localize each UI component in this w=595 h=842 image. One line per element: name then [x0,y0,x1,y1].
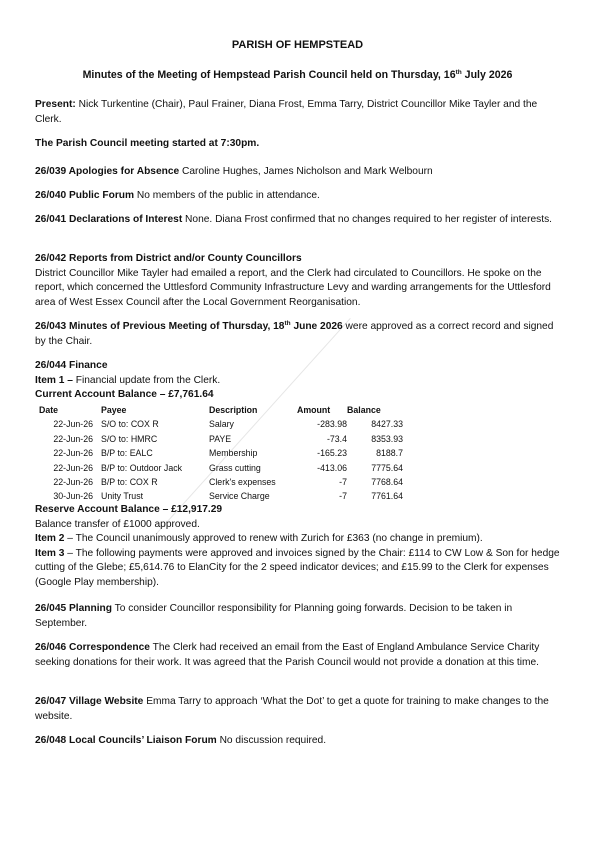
cell-balance: 7768.64 [371,477,403,488]
cell-payee: S/O to: COX R [101,419,159,430]
col-amount: Amount [297,405,331,415]
table-header-row [39,403,403,417]
item2-label: Item 2 [35,533,65,545]
present-text: Nick Turkentine (Chair), Paul Frainer, Diana Frost, Emma Tarry, District Councillor Mike Tayler and the Clerk. [35,99,538,125]
cell-date: 22-Jun-26 [53,419,93,430]
table-row [39,461,403,475]
document-subtitle [35,68,560,83]
interest-text: None. Diana Frost confirmed that no changes required to her register of interests. [182,214,552,225]
planning-text: To consider Councillor responsibility for Planning going forwards. Decision to be taken in September. [35,603,513,629]
reports-label: 26/042 Reports from District and/or County Councillors [35,253,302,264]
minutes-text: were approved as a correct record and signed by the Chair. [35,321,554,347]
finance-label: 26/044 Finance [35,360,108,371]
reports-text: District Councillor Mike Tayler had emailed a report, and the Clerk had circulated to Councillors. He spoke on the report, which concerned the Uttlesford Community Infrastructure Levy and warding arrangements for the Uttlesford area of West Essex Council after the Local Government Reorganisation. [35,267,551,308]
cell-balance: 7761.64 [371,491,403,502]
cell-amount: -7 [339,491,347,502]
interest-label: 26/041 Declarations of Interest [35,214,183,225]
present-section [35,98,560,127]
cell-balance: 8353.93 [371,433,403,444]
item2-text: – The Council unanimously approved to renew with Zurich for £363 (no change in premium). [64,533,483,545]
reports-section [35,252,560,310]
cell-amount: -165.23 [317,448,347,459]
table-row [39,417,403,431]
present-label: Present: [35,99,76,110]
forum-section [35,189,560,204]
forum-label: 26/040 Public Forum [35,190,135,201]
interest-section [35,213,560,228]
minutes-label [35,321,343,332]
cell-date: 30-Jun-26 [53,491,93,502]
apologies-label: 26/039 Apologies for Absence [35,166,180,177]
cell-amount: -413.06 [317,462,347,473]
planning-section [35,602,560,631]
cell-payee: S/O to: HMRC [101,433,158,444]
col-date: Date [39,405,59,415]
item3-text: – The following payments were approved and invoices signed by the Chair: £114 to CW Low & Son for hedge cutting of the Glebe; £5,614.76 to ElanCity for the 2 speed indicator devices; and £15.99 to the Clerk for expenses (Google Play membership). [35,547,560,588]
finance-section [35,359,560,403]
item1-text: Financial update from the Clerk. [72,374,221,386]
reserve-text: Balance transfer of £1000 approved. [35,518,200,530]
website-section [35,695,560,724]
apologies-section [35,165,560,180]
table-row [39,489,403,503]
transactions-table [39,403,403,504]
website-label: 26/047 Village Website [35,696,144,707]
item1-label: Item 1 – [35,374,73,386]
cell-payee: B/P to: Outdoor Jack [101,462,183,473]
reserve-account-balance: Reserve Account Balance – £12,917.29 [35,504,223,515]
col-payee: Payee [101,405,127,415]
minutes-section [35,320,560,349]
cell-date: 22-Jun-26 [53,477,93,488]
cell-description: Service Charge [209,491,270,502]
forum-text: No members of the public in attendance. [134,190,320,201]
cell-description: PAYE [209,433,232,444]
liaison-text: No discussion required. [216,735,327,746]
liaison-label: 26/048 Local Councils’ Liaison Forum [35,735,217,746]
cell-payee: B/P to: COX R [101,477,158,488]
subtitle-end: July 2026 [461,69,513,81]
cell-date: 22-Jun-26 [53,462,93,473]
minutes-label-sup: th [284,320,291,327]
cell-payee: Unity Trust [101,491,144,502]
item3-label: Item 3 [35,547,65,559]
cell-description: Membership [209,448,258,459]
minutes-label-text: 26/043 Minutes of Previous Meeting of Thursday, 18 [35,321,285,332]
correspondence-text: The Clerk had received an email from the East of England Ambulance Service Charity seeking donations for their work. It was agreed that the Parish Council would not provide a donation at this time. [35,642,540,668]
table-row [39,446,403,460]
cell-description: Grass cutting [209,462,261,473]
cell-balance: 7775.64 [371,462,403,473]
col-balance: Balance [347,405,381,415]
cell-date: 22-Jun-26 [53,433,93,444]
cell-amount: -73.4 [326,433,347,444]
liaison-section [35,734,560,749]
reserve-section [35,503,560,591]
cell-description: Clerk's expenses [209,477,276,488]
meeting-start [35,137,560,152]
meeting-start-text: The Parish Council meeting started at 7:30pm. [35,138,260,149]
cell-balance: 8427.33 [371,419,403,430]
subtitle-sup: th [455,69,462,76]
apologies-text: Caroline Hughes, James Nicholson and Mark Welbourn [179,166,433,177]
subtitle-text: Minutes of the Meeting of Hempstead Parish Council held on Thursday, 16 [82,69,456,81]
correspondence-label: 26/046 Correspondence [35,642,150,653]
current-account-balance: Current Account Balance – £7,761.64 [35,389,214,401]
website-text: Emma Tarry to approach ‘What the Dot’ to get a quote for training to make changes to the website. [35,696,549,722]
cell-amount: -7 [339,477,347,488]
minutes-label-end: June 2026 [290,321,343,332]
correspondence-section [35,641,560,670]
cell-payee: B/P to: EALC [101,448,153,459]
document-title: PARISH OF HEMPSTEAD [231,39,364,51]
cell-date: 22-Jun-26 [53,448,93,459]
cell-amount: -283.98 [317,419,347,430]
cell-description: Salary [209,419,234,430]
table-row [39,475,403,489]
planning-label: 26/045 Planning [35,603,113,614]
table-row [39,432,403,446]
cell-balance: 8188.7 [376,448,403,459]
col-description: Description [209,405,258,415]
